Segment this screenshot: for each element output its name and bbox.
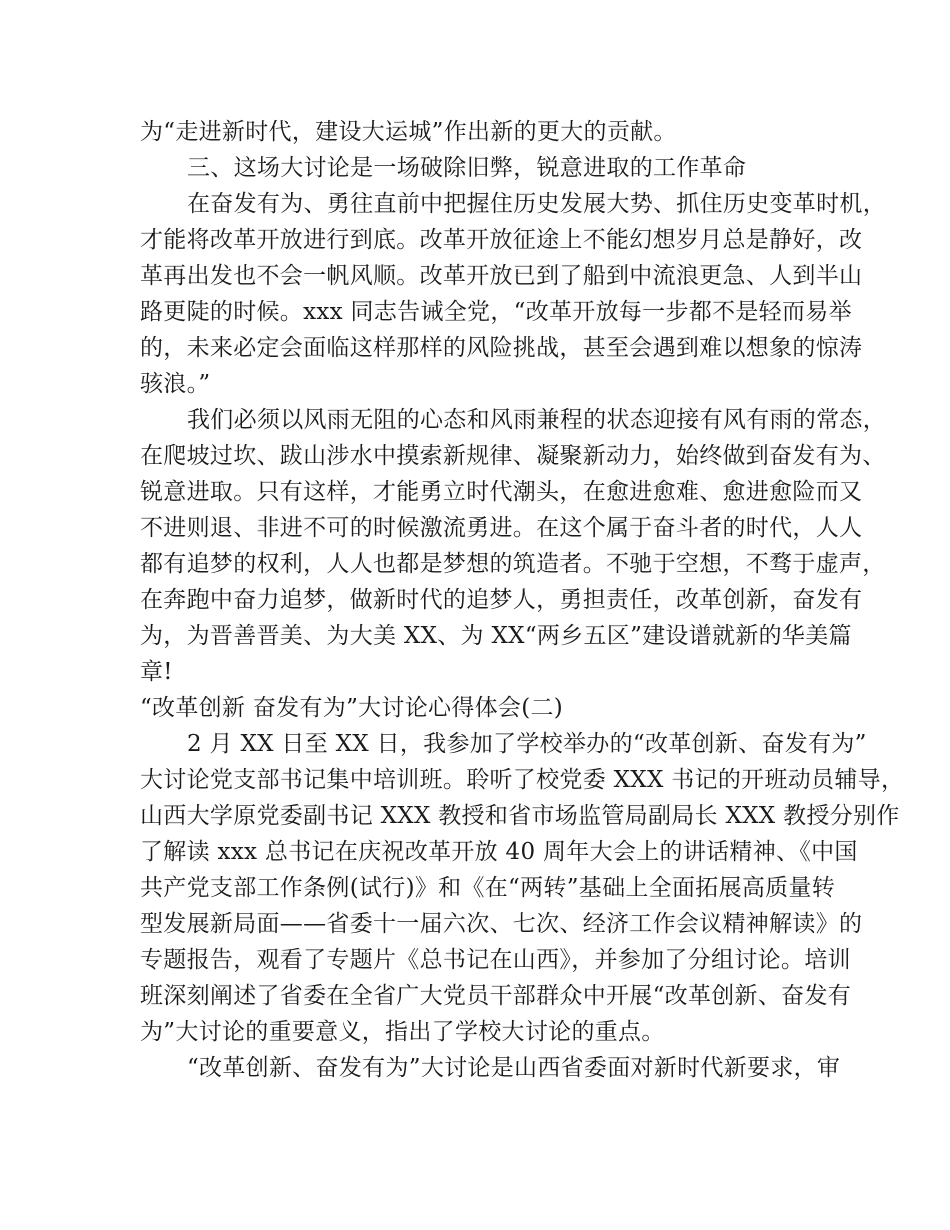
text-line: 为“走进新时代，建设大运城”作出新的更大的贡献。 [140, 119, 677, 145]
text-line: 山西大学原党委副书记 XXX 教授和省市场监管局副局长 XXX 教授分别作 [140, 803, 900, 829]
text-line: 班深刻阐述了省委在全省广大党员干部群众中开展“改革创新、奋发有 [140, 983, 852, 1009]
text-line: 不进则退、非进不可的时候激流勇进。在这个属于奋斗者的时代，人人 [140, 515, 863, 541]
text-line: 都有追梦的权利，人人也都是梦想的筑造者。不驰于空想，不骛于虚声， [140, 551, 886, 577]
section-heading: 三、这场大讨论是一场破除旧弊，锐意进取的工作革命 [187, 155, 747, 181]
text-line: “改革创新、奋发有为”大讨论是山西省委面对新时代新要求，审 [187, 1055, 841, 1081]
text-line: 锐意进取。只有这样，才能勇立时代潮头，在愈进愈难、愈进愈险而又 [140, 479, 863, 505]
text-line: 我们必须以风雨无阻的心态和风雨兼程的状态迎接有风有雨的常态， [187, 407, 886, 433]
text-line: 大讨论党支部书记集中培训班。聆听了校党委 XXX 书记的开班动员辅导， [140, 767, 905, 793]
text-line: 型发展新局面——省委十一届六次、七次、经济工作会议精神解读》的 [140, 911, 863, 937]
text-line: 的，未来必定会面临这样那样的风险挑战，甚至会遇到难以想象的惊涛 [140, 335, 863, 361]
text-line: 在爬坡过坎、跋山涉水中摸索新规律、凝聚新动力，始终做到奋发有为、 [140, 443, 886, 469]
text-line: 在奔跑中奋力追梦，做新时代的追梦人，勇担责任，改革创新，奋发有 [140, 587, 863, 613]
text-line: 在奋发有为、勇往直前中把握住历史发展大势、抓住历史变革时机， [187, 191, 886, 217]
text-line: 革再出发也不会一帆风顺。改革开放已到了船到中流浪更急、人到半山 [140, 263, 863, 289]
text-line: 章! [140, 659, 173, 685]
text-line: 为”大讨论的重要意义，指出了学校大讨论的重点。 [140, 1019, 665, 1045]
text-line: 路更陡的时候。xxx 同志告诫全党，“改革开放每一步都不是轻而易举 [140, 299, 852, 325]
text-line: 2 月 XX 日至 XX 日，我参加了学校举办的“改革创新、奋发有为” [187, 731, 867, 757]
text-line: 才能将改革开放进行到底。改革开放征途上不能幻想岁月总是静好，改 [140, 227, 863, 253]
text-line: 共产党支部工作条例(试行)》和《在“两转”基础上全面拓展高质量转 [140, 875, 836, 901]
text-line: 骇浪。” [140, 371, 211, 397]
article-title: “改革创新 奋发有为”大讨论心得体会(二) [140, 695, 564, 721]
text-line: 为，为晋善晋美、为大美 XX、为 XX“两乡五区”建设谱就新的华美篇 [140, 623, 852, 649]
text-line: 专题报告，观看了专题片《总书记在山西》，并参加了分组讨论。培训 [140, 947, 851, 973]
text-line: 了解读 xxx 总书记在庆祝改革开放 40 周年大会上的讲话精神、《中国 [140, 839, 858, 865]
